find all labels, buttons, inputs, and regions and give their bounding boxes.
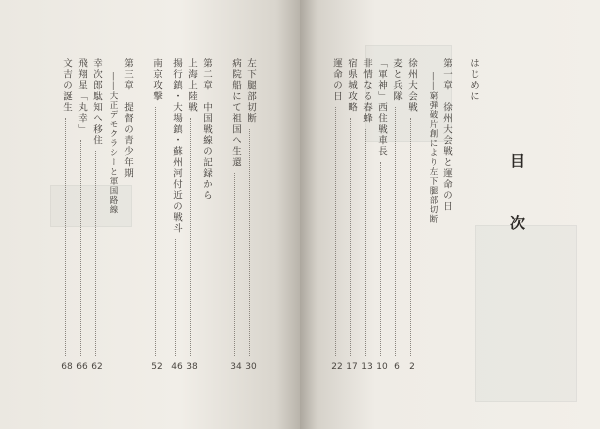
toc-leader-dots bbox=[350, 118, 351, 356]
show-through-image bbox=[475, 225, 577, 402]
toc-entry bbox=[229, 58, 242, 378]
toc-leader-dots bbox=[234, 173, 235, 356]
toc-entry bbox=[200, 58, 213, 378]
toc-entry-label: 文吉の誕生 bbox=[61, 58, 72, 113]
toc-entry bbox=[60, 58, 73, 378]
toc-title-2: 次 bbox=[510, 214, 526, 232]
toc-page-number: 2 bbox=[409, 362, 415, 372]
toc-entry bbox=[90, 58, 103, 378]
toc-leader-dots bbox=[249, 129, 250, 356]
toc-entry-label: 第三章 提督の青少年期 bbox=[122, 58, 133, 179]
toc-entry bbox=[390, 58, 403, 378]
toc-title-1: 目 bbox=[510, 152, 526, 170]
toc-entry-label: 第二章 中国戦線の記録から bbox=[201, 58, 212, 201]
toc-entry bbox=[467, 58, 480, 378]
toc-leader-dots bbox=[395, 107, 396, 356]
right-page bbox=[300, 0, 600, 429]
toc-entry bbox=[244, 58, 257, 378]
toc-entry bbox=[121, 58, 134, 378]
toc-entry-label: 南京攻撃 bbox=[151, 58, 162, 102]
toc-entry-label: 非情なる春蜂 bbox=[361, 58, 372, 124]
toc-entry bbox=[106, 58, 119, 378]
toc-entry bbox=[330, 58, 343, 378]
toc-entry-label: 麦と兵隊 bbox=[391, 58, 402, 102]
toc-entry bbox=[75, 58, 88, 378]
toc-leader-dots bbox=[155, 107, 156, 356]
toc-leader-dots bbox=[365, 129, 366, 356]
toc-entry-label: 飛翔星「丸幸」 bbox=[76, 58, 87, 135]
toc-page-number: 38 bbox=[186, 362, 198, 372]
toc-entry bbox=[170, 58, 183, 378]
toc-entry-label: ――大正デモクラシーと軍国路線 bbox=[108, 72, 118, 215]
toc-leader-dots bbox=[95, 151, 96, 356]
toc-entry-label: 運命の日 bbox=[331, 58, 342, 102]
toc-leader-dots bbox=[175, 239, 176, 356]
toc-page-number: 66 bbox=[76, 362, 88, 372]
toc-page-number: 34 bbox=[230, 362, 242, 372]
toc-page-number: 46 bbox=[171, 362, 183, 372]
toc-entry-label: 幸次郎駄知へ移住 bbox=[91, 58, 102, 146]
toc-entry-label: 上海上陸戦 bbox=[186, 58, 197, 113]
toc-entry bbox=[150, 58, 163, 378]
toc-entry-label: はじめに bbox=[468, 58, 479, 102]
toc-leader-dots bbox=[80, 140, 81, 356]
toc-page-number: 6 bbox=[394, 362, 400, 372]
toc-page-number: 10 bbox=[376, 362, 388, 372]
toc-page-number: 62 bbox=[91, 362, 103, 372]
toc-entry-label: ――窮弾破片創により左下腿部切断 bbox=[428, 72, 438, 224]
toc-page-number: 30 bbox=[245, 362, 257, 372]
toc-entry bbox=[426, 58, 439, 378]
toc-entry-label: 揚行鎮・大場鎮・蘇州河付近の戦斗 bbox=[171, 58, 182, 234]
toc-leader-dots bbox=[65, 118, 66, 356]
toc-entry-label: 「軍神」西住戦車長 bbox=[376, 58, 387, 157]
toc-page-number: 22 bbox=[331, 362, 343, 372]
toc-page-number: 17 bbox=[346, 362, 358, 372]
toc-leader-dots bbox=[410, 118, 411, 356]
toc-entry bbox=[345, 58, 358, 378]
toc-entry-label: 徐州大会戦 bbox=[406, 58, 417, 113]
toc-entry-label: 左下腿部切断 bbox=[245, 58, 256, 124]
toc-leader-dots bbox=[335, 107, 336, 356]
toc-leader-dots bbox=[190, 118, 191, 356]
toc-entry-label: 宿県城攻略 bbox=[346, 58, 357, 113]
toc-entry-label: 第一章 徐州大会戦と運命の日 bbox=[441, 58, 452, 212]
toc-page-number: 52 bbox=[151, 362, 163, 372]
toc-entry bbox=[405, 58, 418, 378]
toc-page-number: 13 bbox=[361, 362, 373, 372]
toc-entry bbox=[185, 58, 198, 378]
toc-page-number: 68 bbox=[61, 362, 73, 372]
toc-entry bbox=[440, 58, 453, 378]
toc-leader-dots bbox=[380, 162, 381, 356]
toc-entry-label: 病院船にて祖国へ生還 bbox=[230, 58, 241, 168]
toc-entry bbox=[375, 58, 388, 378]
toc-entry bbox=[360, 58, 373, 378]
